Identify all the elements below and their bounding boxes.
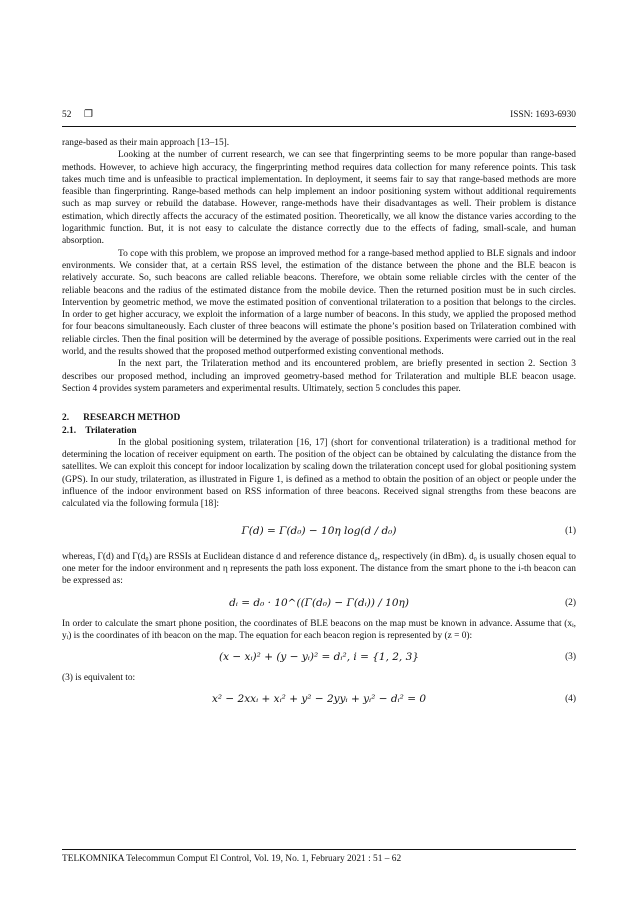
equation-1-number: (1) (565, 525, 576, 536)
paragraph-trilateration: In the global positioning system, trilateration [16, 17] (short for conventional trilateration) is a traditional method for determining the location of receiver equipment on earth. The position of the object can be obtained by calculating the distance from the satellites. We can exploit this concept for indoor localization by scaling down the trilateration concept used for global positioning system (GPS). In our study, trilateration, as illustrated in Figure 1, is defined as a method to obtain the position of an object or people under the influence of the indoor environment based on RSS information of three beacons. Received signal strengths from these beacons are calculated via the following formula [18]: (62, 437, 576, 510)
section-title: 2. RESEARCH METHOD (62, 413, 181, 424)
equation-1 (62, 511, 576, 551)
equation-4-expression: x² − 2xxᵢ + xᵢ² + y² − 2yyᵢ + yᵢ² − dᵢ² = 0 (211, 693, 427, 706)
equation-4-number: (4) (565, 694, 576, 705)
equation-4 (62, 684, 576, 714)
paragraph-proposal: To cope with this problem, we propose an improved method for a range-based method applied to BLE signals and indoor environments. We consider that, at a certain RSS level, the estimation of the distance between the phone and the BLE beacon is relatively accurate. So, such beacons are called reliable beacons. Therefore, we obtain some reliable circles with the center of the reliable beacons and the radius of the estimated distance from the mobile device. Then the returned position must be in such circles. Intervention by geometric method, we move the estimated position of conventional trilateration to a position that belongs to the circles. In order to get higher accuracy, we exploit the information of a large number of beacons. In this study, we applied the proposed method for four beacons simultaneously. Each cluster of three beacons will estimate the phone’s position based on Trilateration combined with reliable circles. Then the final position will be determined by the average of possible positions. Experiments were carried out in the real world, and the results showed that the proposed method outperformed existing conventional methods. (62, 248, 576, 358)
paragraph-after-eq3: (3) is equivalent to: (62, 673, 136, 684)
paragraph-after-eq1: whereas, Γ(d) and Γ(d₀) are RSSIs at Euclidean distance d and reference distance d₀, respectively (in dBm). d₀ is usually chosen equal to one meter for the indoor environment and η represents the path loss exponent. The distance from the smart phone to the i-th beacon can be expressed as: (62, 551, 576, 587)
equation-1-expression: Γ(d) = Γ(d₀) − 10η log(d / d₀) (241, 524, 397, 537)
equation-3-number: (3) (565, 652, 576, 663)
paragraph-continuation: range-based as their main approach [13–15]. (62, 138, 230, 148)
page-footer: TELKOMNIKA Telecommun Comput El Control, Vol. 19, No. 1, February 2021 : 51 – 62 (62, 854, 402, 864)
paragraph-fingerprinting: Looking at the number of current research, we can see that fingerprinting seems to be more popular than range-based methods. However, to achieve high accuracy, the fingerprinting method requires data collection for many reference points. This task takes much time and is unfeasible to practical implementation. In deployment, it seems fair to say that range-based methods are more feasible than fingerprinting. Range-based methods can help implement an indoor positioning system without additional requirements such as map survey or rebuild the database. However, range-methods have their disadvantages as well. Their problem is distance estimation, which directly affects the accuracy of the estimated position. Theoretically, we all know the distance varies according to the logarithmic function. But, it is not easy to calculate the distance correctly due to the effects of fading, small-scale, and human absorption. (62, 150, 576, 247)
paragraph-outline: In the next part, the Trilateration method and its encountered problem, are briefly presented in section 2. Section 3 describes our proposed method, including an improved geometry-based method for Trilateration and multiple BLE beacon usage. Section 4 provides system parameters and experimental results. Ultimately, section 5 concludes this paper. (62, 359, 576, 394)
equation-3 (62, 642, 576, 672)
page-number: 52 (62, 110, 72, 120)
issn-label: ISSN: 1693-6930 (510, 110, 576, 120)
main-content (62, 137, 576, 714)
header-separator-icon: ❐ (84, 109, 93, 120)
paragraph-after-eq2: In order to calculate the smart phone position, the coordinates of BLE beacons on the map must be known in advance. Assume that (xᵢ, yᵢ) is the coordinates of ith beacon on the map. The equation for each beacon region is represented by (z = 0): (62, 618, 576, 641)
footer-rule (62, 849, 576, 850)
equation-2-number: (2) (565, 597, 576, 608)
equation-2 (62, 588, 576, 618)
equation-2-expression: dᵢ = d₀ · 10^((Γ(d₀) − Γ(dᵢ)) / 10η) (229, 596, 409, 609)
header-rule (62, 126, 576, 127)
equation-3-expression: (x − xᵢ)² + (y − yᵢ)² = dᵢ², i = {1, 2, 3} (219, 651, 419, 664)
subsection-title: 2.1. Trilateration (62, 425, 137, 436)
